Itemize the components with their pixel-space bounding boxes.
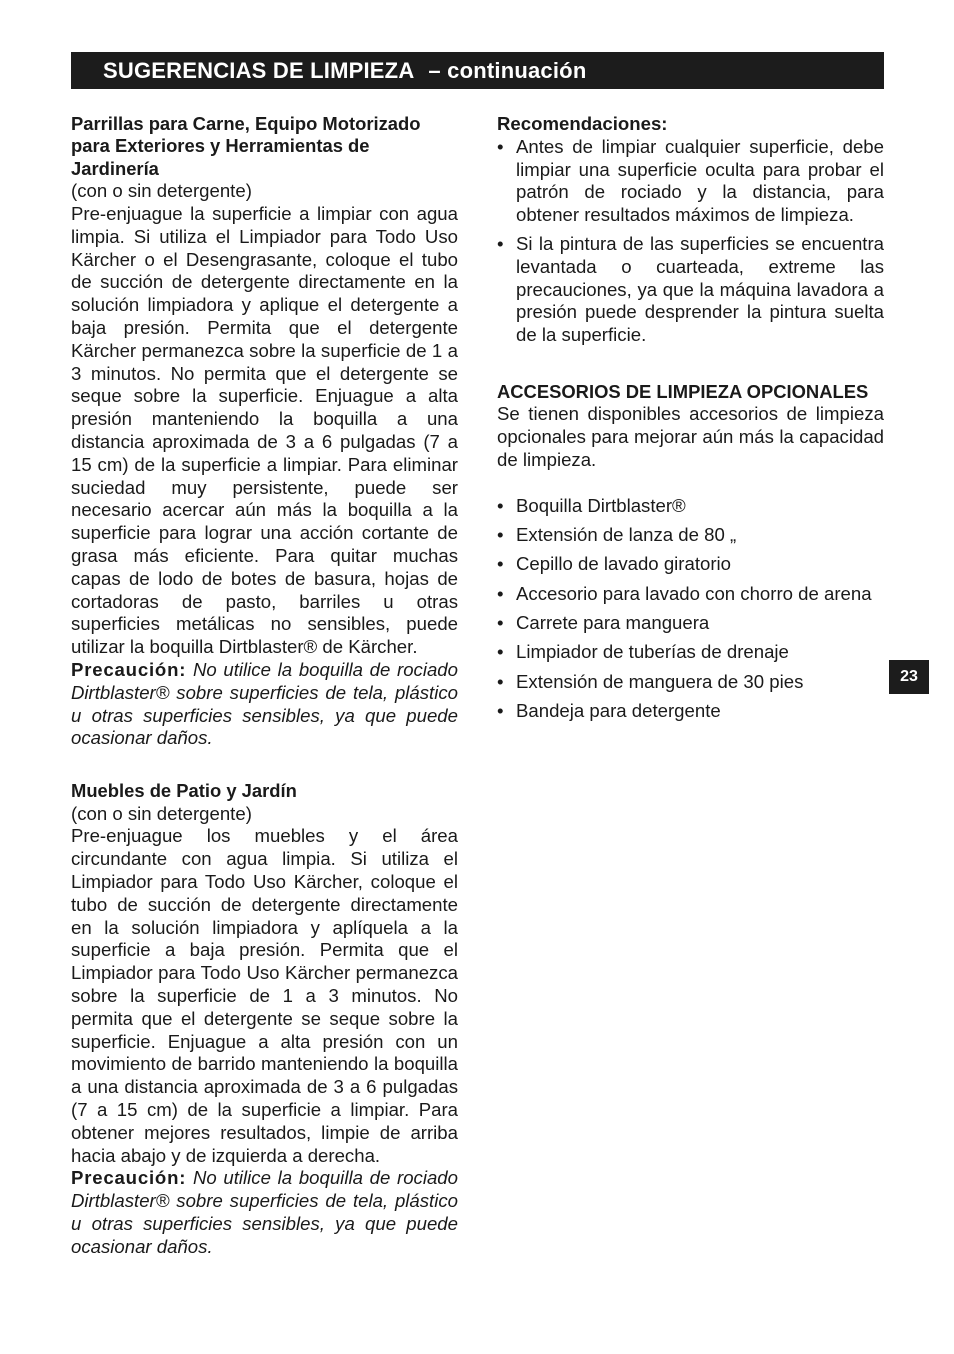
- caution-text: No utilice la boquilla de rociado Dirtblaster® sobre superficies de tela, plástico u otras superficies sensibles, ya que puede ocasionar daños.: [71, 658, 458, 749]
- section-patio-title: Muebles de Patio y Jardín: [71, 780, 297, 802]
- list-item: • Cepillo de lavado giratorio: [497, 553, 731, 575]
- accessories-intro: Se tienen disponibles accesorios de limpieza opcionales para mejorar aún más la capacidad de limpieza.: [497, 403, 884, 470]
- left-column: [71, 113, 458, 1258]
- bullet-icon: •: [497, 135, 504, 157]
- right-column: [497, 113, 884, 729]
- list-item: • Extensión de lanza de 80 „: [497, 524, 737, 546]
- header-subtitle: – continuación: [428, 57, 587, 83]
- recommendations-label: Recomendaciones:: [497, 113, 668, 134]
- section-header-bar: [71, 52, 884, 89]
- section-grills-title: Parrillas para Carne, Equipo Motorizado para Exteriores y Herramientas de Jardinería: [71, 113, 421, 179]
- caution-label: Precaución:: [71, 658, 187, 680]
- list-item: • Boquilla Dirtblaster®: [497, 494, 686, 516]
- section-patio-body: Pre-enjuague los muebles y el área circundante con agua limpia. Si utiliza el Limpiador para Todo Uso Kärcher, coloque el tubo de succión de detergente directamente en la solución limpiadora y aplíquela a la superficie a baja presión. Permita que el Limpiador para Todo Uso Kärcher permanezca sobre la superficie de 1 a 3 minutos. No permita que el detergente se seque sobre la superficie. Enjuague a alta presión con un movimiento de barrido manteniendo la boquilla a una distancia aproximada de 3 a 6 pulgadas (7 a 15 cm) de la superficie a limpiar. Para obtener mejores resultados, limpie de arriba hacia abajo y de izquierda a derecha.: [71, 825, 458, 1166]
- section-grills-note: (con o sin detergente): [71, 180, 252, 202]
- bullet-icon: •: [497, 232, 504, 254]
- list-item: • Carrete para manguera: [497, 611, 710, 633]
- caution-text: No utilice la boquilla de rociado Dirtblaster® sobre superficies de tela, plástico u otras superficies sensibles, ya que puede ocasionar daños.: [71, 1167, 458, 1257]
- section-grills-caution: [71, 659, 458, 750]
- list-item: • Limpiador de tuberías de drenaje: [497, 641, 789, 663]
- recommendations-list: [497, 136, 884, 347]
- list-item: • Bandeja para detergente: [497, 699, 721, 721]
- bullet-icon: •: [497, 641, 504, 663]
- accessories-title: ACCESORIOS DE LIMPIEZA OPCIONALES: [497, 380, 869, 402]
- bullet-icon: •: [497, 699, 504, 721]
- bullet-icon: •: [497, 582, 504, 604]
- header-title: SUGERENCIAS DE LIMPIEZA: [103, 57, 415, 83]
- list-item: • Extensión de manguera de 30 pies: [497, 670, 804, 692]
- bullet-icon: •: [497, 611, 504, 633]
- section-grills-body: Pre-enjuague la superficie a limpiar con agua limpia. Si utiliza el Limpiador para Todo Uso Kärcher o el Desengrasante, coloque el tubo de succión de detergente directamente en la solución limpiadora y aplique el detergente a baja presión. Permita que el detergente Kärcher permanezca sobre la superficie de 1 a 3 minutos. No permita que el detergente se seque sobre la superficie. Enjuague a alta presión manteniendo la boquilla a una distancia aproximada de 3 a 6 pulgadas (7 a 15 cm) de la superficie a limpiar. Para eliminar suciedad muy persistente, puede ser necesario acercar aún más la boquilla a la superficie para lograr una acción cortante de grasa más eficiente. Para quitar muchas capas de lodo de botes de basura, hojas de cortadoras de pasto, barriles u otras superficies metálicas no sensibles, puede utilizar la boquilla Dirtblaster® de Kärcher.: [71, 203, 458, 658]
- caution-label: Precaución:: [71, 1167, 187, 1189]
- list-item: • Antes de limpiar cualquier superficie, debe limpiar una superficie oculta para probar el patrón de rociado y la distancia, para obtener resultados máximos de limpieza.: [497, 135, 884, 226]
- section-patio-note: (con o sin detergente): [71, 802, 252, 824]
- page-number: 23: [900, 668, 918, 685]
- section-patio-caution: [71, 1167, 458, 1258]
- list-item: • Accesorio para lavado con chorro de arena: [497, 582, 872, 604]
- bullet-icon: •: [497, 494, 504, 516]
- accessories-list: [497, 495, 884, 723]
- bullet-icon: •: [497, 524, 504, 546]
- bullet-icon: •: [497, 670, 504, 692]
- page-number-tab: [889, 660, 929, 694]
- list-item: • Si la pintura de las superficies se encuentra levantada o cuarteada, extreme las precauciones, ya que la máquina lavadora a presión puede desprender la pintura suelta de la superficie.: [497, 232, 884, 346]
- bullet-icon: •: [497, 553, 504, 575]
